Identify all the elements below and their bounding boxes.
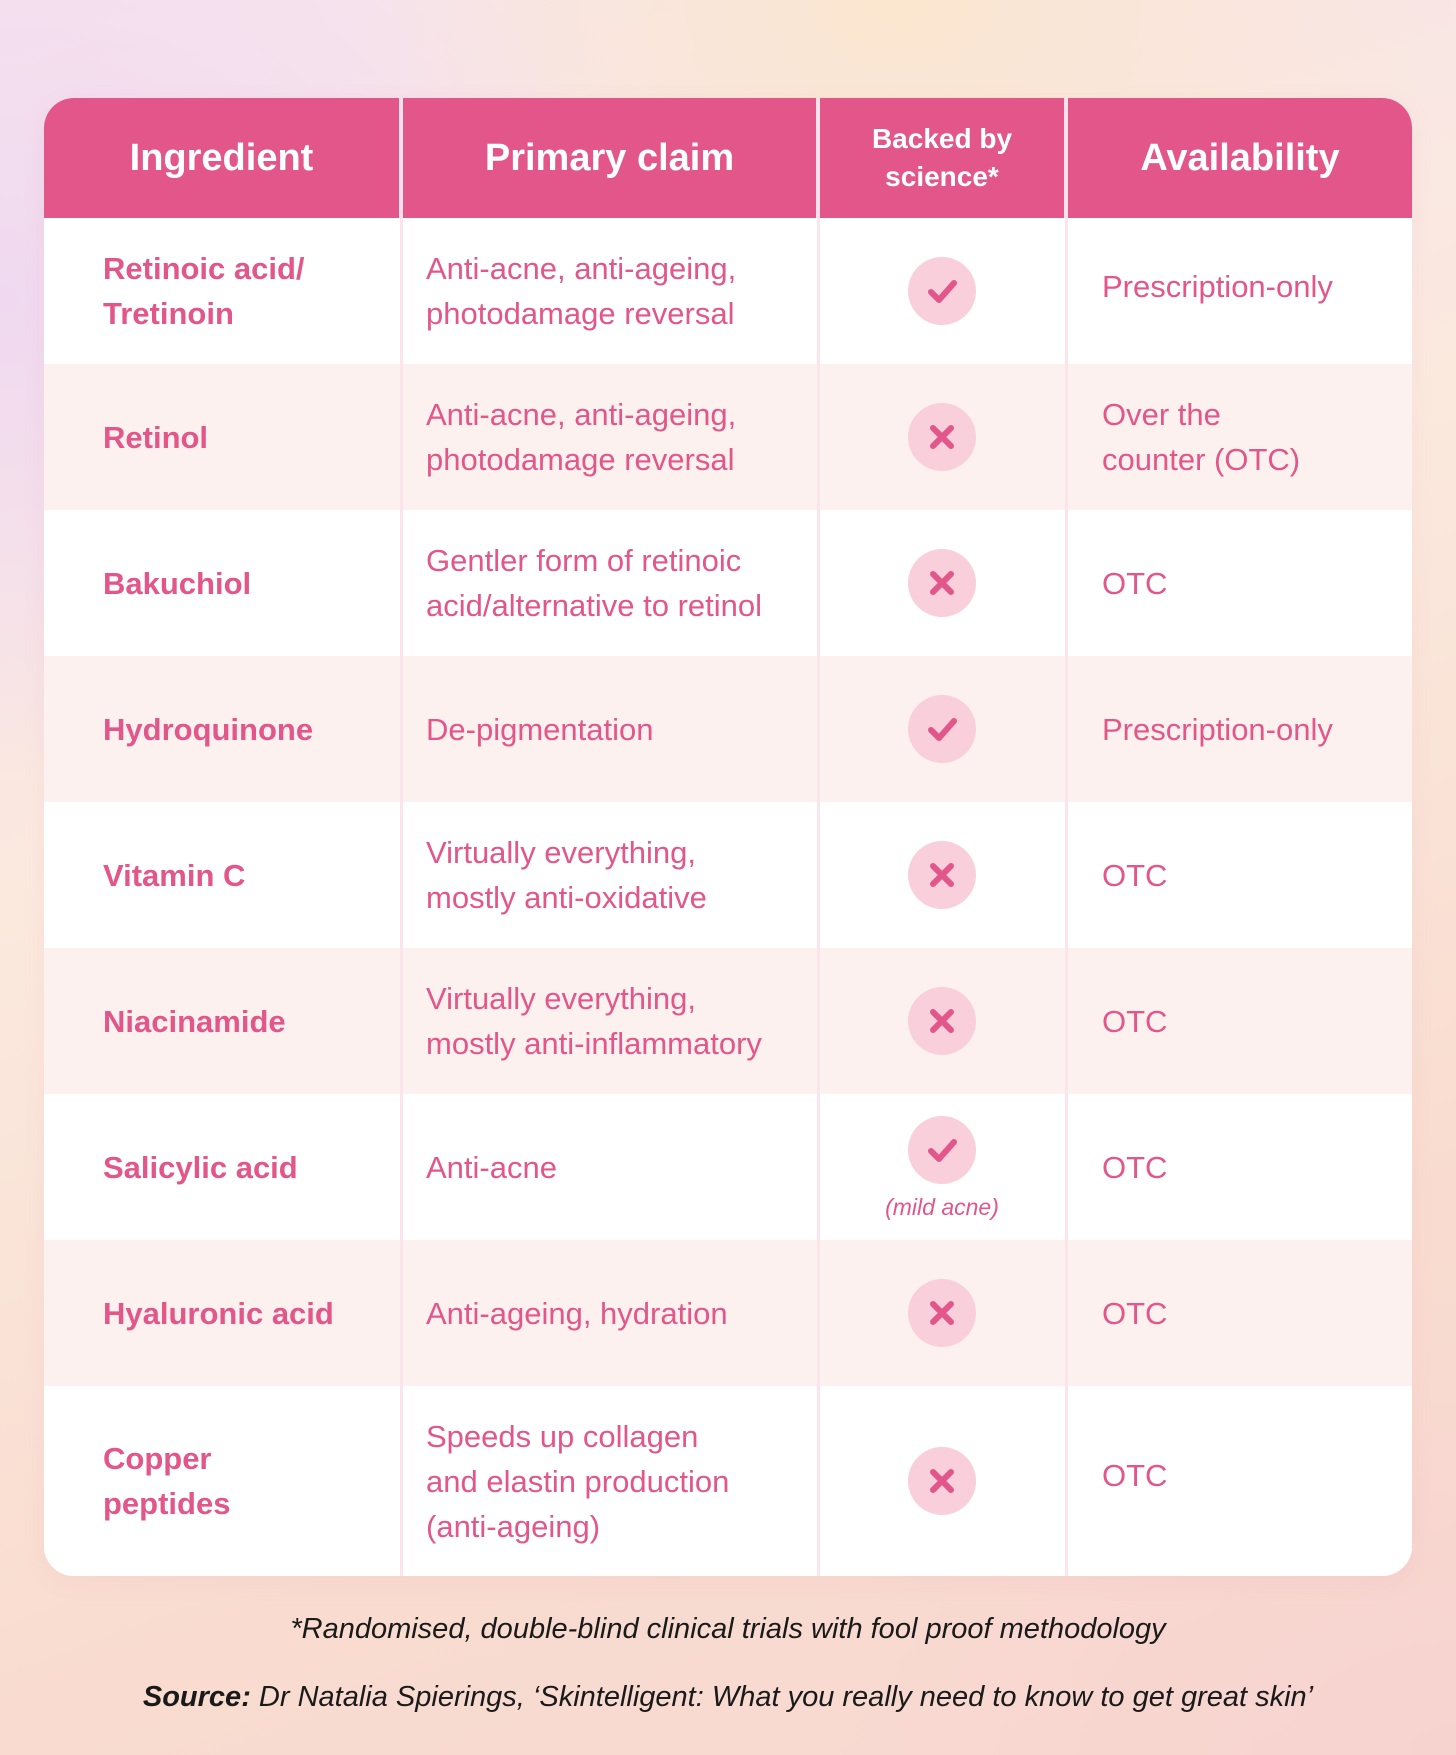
primary-claim-cell	[426, 218, 826, 364]
source-text: Dr Natalia Spierings, ‘Skintelligent: What you really need to know to get great skin’	[250, 1681, 1314, 1713]
header-backed-by-science	[820, 98, 1064, 218]
science-cell	[820, 1094, 1064, 1240]
cell-line: mostly anti-inflammatory	[426, 1026, 762, 1061]
cell-line: peptides	[103, 1486, 231, 1521]
header-availability: Availability	[1140, 136, 1340, 179]
cross-icon	[908, 841, 976, 909]
cell-line: OTC	[1102, 857, 1168, 893]
table-row	[44, 1094, 1412, 1240]
availability-cell	[1102, 364, 1402, 510]
cell-line: Hyaluronic acid	[103, 1295, 334, 1331]
ingredient-cell	[103, 364, 393, 510]
cross-icon	[908, 1279, 976, 1347]
table-row	[44, 510, 1412, 656]
cell-line: Over the	[1102, 397, 1221, 432]
cell-line: Retinol	[103, 419, 209, 455]
cell-line: Tretinoin	[103, 296, 234, 331]
science-cell	[820, 1386, 1064, 1576]
source-label: Source:	[142, 1681, 251, 1713]
ingredient-cell	[103, 802, 393, 948]
footnote: *Randomised, double-blind clinical trials with fool proof methodology	[290, 1613, 1166, 1645]
cell-line: De-pigmentation	[426, 711, 654, 747]
cell-line: Retinoic acid/	[103, 251, 305, 286]
cell-line: Virtually everything,	[426, 981, 696, 1016]
availability-cell	[1102, 1386, 1402, 1576]
science-cell	[820, 364, 1064, 510]
cell-line: photodamage reversal	[426, 296, 735, 331]
column-divider	[400, 218, 403, 1576]
primary-claim-cell	[426, 656, 826, 802]
header-science-line1: Backed by	[871, 123, 1013, 154]
cell-line: acid/alternative to retinol	[426, 588, 763, 623]
cell-line: Salicylic acid	[103, 1149, 298, 1185]
cell-line: counter (OTC)	[1102, 442, 1301, 477]
check-icon	[908, 1116, 976, 1184]
ingredient-cell	[103, 656, 393, 802]
table-row	[44, 1386, 1412, 1576]
cell-line: Gentler form of retinoic	[426, 543, 742, 578]
header-science-line2: science*	[885, 161, 999, 192]
cell-line: OTC	[1102, 1457, 1168, 1493]
science-cell	[820, 802, 1064, 948]
availability-cell	[1102, 510, 1402, 656]
check-icon	[908, 695, 976, 763]
cell-line: Virtually everything,	[426, 835, 696, 870]
source-citation	[0, 1681, 1456, 1714]
cross-icon	[908, 403, 976, 471]
cell-line: Niacinamide	[103, 1003, 286, 1039]
science-note: (mild acne)	[885, 1194, 999, 1220]
ingredient-cell	[103, 1386, 393, 1576]
primary-claim-cell	[426, 364, 826, 510]
table-row	[44, 656, 1412, 802]
availability-cell	[1102, 656, 1402, 802]
availability-cell	[1102, 802, 1402, 948]
availability-cell	[1102, 1240, 1402, 1386]
cell-line: OTC	[1102, 1295, 1168, 1331]
cell-line: mostly anti-oxidative	[426, 880, 707, 915]
cell-line: OTC	[1102, 565, 1168, 601]
primary-claim-cell	[426, 1386, 826, 1576]
availability-cell	[1102, 1094, 1402, 1240]
primary-claim-cell	[426, 1094, 826, 1240]
cell-line: and elastin production	[426, 1463, 730, 1499]
primary-claim-cell	[426, 948, 826, 1094]
table-row	[44, 1240, 1412, 1386]
table-row	[44, 364, 1412, 510]
science-cell	[820, 948, 1064, 1094]
check-icon	[908, 257, 976, 325]
header-primary-claim: Primary claim	[484, 136, 735, 179]
ingredient-cell	[103, 218, 393, 364]
cell-line: Vitamin C	[103, 857, 246, 893]
availability-cell	[1102, 948, 1402, 1094]
cell-line: OTC	[1102, 1003, 1168, 1039]
primary-claim-cell	[426, 802, 826, 948]
availability-cell	[1102, 218, 1402, 364]
ingredient-cell	[103, 510, 393, 656]
cell-line: OTC	[1102, 1149, 1168, 1185]
science-cell	[820, 510, 1064, 656]
ingredient-cell	[103, 948, 393, 1094]
table-header	[44, 98, 1412, 218]
cell-line: (anti-ageing)	[426, 1508, 601, 1544]
cell-line: Speeds up collagen	[426, 1418, 699, 1454]
cross-icon	[908, 987, 976, 1055]
cell-line: photodamage reversal	[426, 442, 735, 477]
cell-line: Anti-acne, anti-ageing,	[426, 397, 737, 432]
comparison-table	[44, 98, 1412, 1576]
primary-claim-cell	[426, 510, 826, 656]
table-row	[44, 802, 1412, 948]
science-cell	[820, 1240, 1064, 1386]
science-cell	[820, 218, 1064, 364]
cross-icon	[908, 1447, 976, 1515]
cell-line: Hydroquinone	[103, 711, 314, 747]
cell-line: Prescription-only	[1102, 268, 1333, 304]
cross-icon	[908, 549, 976, 617]
cell-line: Copper	[103, 1441, 212, 1476]
cell-line: Anti-acne, anti-ageing,	[426, 251, 737, 286]
ingredient-cell	[103, 1240, 393, 1386]
column-divider	[817, 218, 820, 1576]
science-cell	[820, 656, 1064, 802]
ingredient-cell	[103, 1094, 393, 1240]
header-ingredient: Ingredient	[129, 136, 314, 179]
cell-line: Bakuchiol	[103, 565, 252, 601]
primary-claim-cell	[426, 1240, 826, 1386]
cell-line: Prescription-only	[1102, 711, 1333, 747]
table-row	[44, 948, 1412, 1094]
cell-line: Anti-ageing, hydration	[426, 1295, 728, 1331]
column-divider	[1065, 218, 1068, 1576]
cell-line: Anti-acne	[426, 1149, 557, 1185]
table-row	[44, 218, 1412, 364]
